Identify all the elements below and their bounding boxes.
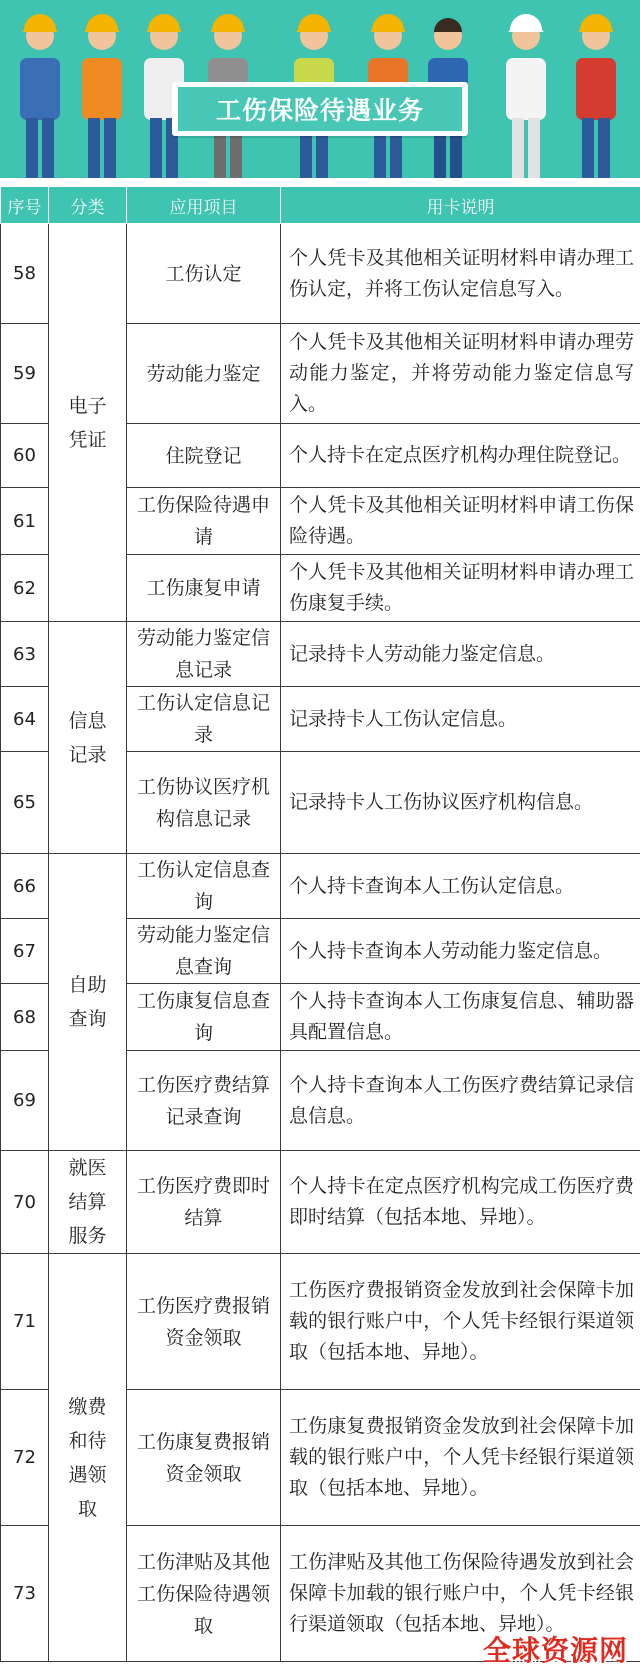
- row-desc: 工伤医疗费报销资金发放到社会保障卡加载的银行账户中，个人凭卡经银行渠道领取（包括本地、异地）。: [281, 1254, 640, 1390]
- row-item: 工伤保险待遇申请: [127, 488, 281, 555]
- row-no: 71: [1, 1254, 49, 1390]
- header-desc: 用卡说明: [281, 187, 640, 224]
- row-item: 劳动能力鉴定: [127, 324, 281, 424]
- row-desc: 个人持卡查询本人工伤医疗费结算记录信息信息。: [281, 1051, 640, 1151]
- row-category: 电子凭证: [49, 224, 127, 622]
- site-watermark: 全球资源网: [482, 1634, 628, 1667]
- row-desc: 个人持卡在定点医疗机构完成工伤医疗费即时结算（包括本地、异地）。: [281, 1151, 640, 1254]
- row-item: 工伤医疗费即时结算: [127, 1151, 281, 1254]
- row-item: 工伤协议医疗机构信息记录: [127, 752, 281, 854]
- row-desc: 个人凭卡及其他相关证明材料申请办理工伤康复手续。: [281, 555, 640, 622]
- row-item: 工伤认定信息记录: [127, 687, 281, 752]
- row-desc: 个人持卡查询本人劳动能力鉴定信息。: [281, 919, 640, 984]
- row-no: 68: [1, 984, 49, 1051]
- row-item: 工伤医疗费报销资金领取: [127, 1254, 281, 1390]
- row-no: 73: [1, 1526, 49, 1662]
- row-no: 65: [1, 752, 49, 854]
- row-category: 自助查询: [49, 854, 127, 1151]
- row-item: 工伤康复费报销资金领取: [127, 1390, 281, 1526]
- header-banner: [0, 0, 640, 178]
- row-desc: 个人持卡查询本人工伤康复信息、辅助器具配置信息。: [281, 984, 640, 1051]
- row-no: 60: [1, 424, 49, 488]
- row-no: 72: [1, 1390, 49, 1526]
- page-title: 工伤保险待遇业务: [215, 96, 424, 125]
- row-category: 缴费和待遇领取: [49, 1254, 127, 1662]
- table-header-row: [1, 187, 640, 224]
- row-desc: 记录持卡人工伤协议医疗机构信息。: [281, 752, 640, 854]
- row-desc: 工伤康复费报销资金发放到社会保障卡加载的银行账户中，个人凭卡经银行渠道领取（包括本地、异地）。: [281, 1390, 640, 1526]
- header-category: 分类: [49, 187, 127, 224]
- row-no: 69: [1, 1051, 49, 1151]
- row-item: 工伤认定信息查询: [127, 854, 281, 919]
- row-no: 64: [1, 687, 49, 752]
- row-item: 工伤康复申请: [127, 555, 281, 622]
- row-no: 59: [1, 324, 49, 424]
- row-desc: 个人凭卡及其他相关证明材料申请办理工伤认定，并将工伤认定信息写入。: [281, 224, 640, 324]
- row-desc: 工伤津贴及其他工伤保险待遇发放到社会保障卡加载的银行账户中，个人凭卡经银行渠道领取（包括本地、异地）。: [281, 1526, 640, 1662]
- table-row: [1, 854, 640, 919]
- row-item: 工伤认定: [127, 224, 281, 324]
- row-no: 61: [1, 488, 49, 555]
- card-usage-table: [0, 186, 640, 1662]
- row-item: 工伤医疗费结算记录查询: [127, 1051, 281, 1151]
- row-item: 劳动能力鉴定信息查询: [127, 919, 281, 984]
- row-desc: 个人凭卡及其他相关证明材料申请工伤保险待遇。: [281, 488, 640, 555]
- row-desc: 个人持卡在定点医疗机构办理住院登记。: [281, 424, 640, 488]
- row-desc: 个人持卡查询本人工伤认定信息。: [281, 854, 640, 919]
- table-row: [1, 1151, 640, 1254]
- row-item: 工伤康复信息查询: [127, 984, 281, 1051]
- row-desc: 记录持卡人劳动能力鉴定信息。: [281, 622, 640, 687]
- table-row: [1, 224, 640, 324]
- row-no: 67: [1, 919, 49, 984]
- header-no: 序号: [1, 187, 49, 224]
- row-item: 工伤津贴及其他工伤保险待遇领取: [127, 1526, 281, 1662]
- banner-title-plate: [172, 82, 468, 136]
- row-item: 劳动能力鉴定信息记录: [127, 622, 281, 687]
- row-category: 就医结算服务: [49, 1151, 127, 1254]
- row-category: 信息记录: [49, 622, 127, 854]
- table-row: [1, 1254, 640, 1390]
- table-row: [1, 622, 640, 687]
- row-no: 63: [1, 622, 49, 687]
- row-desc: 个人凭卡及其他相关证明材料申请办理劳动能力鉴定，并将劳动能力鉴定信息写入。: [281, 324, 640, 424]
- row-item: 住院登记: [127, 424, 281, 488]
- row-no: 58: [1, 224, 49, 324]
- row-no: 62: [1, 555, 49, 622]
- header-item: 应用项目: [127, 187, 281, 224]
- row-desc: 记录持卡人工伤认定信息。: [281, 687, 640, 752]
- row-no: 66: [1, 854, 49, 919]
- row-no: 70: [1, 1151, 49, 1254]
